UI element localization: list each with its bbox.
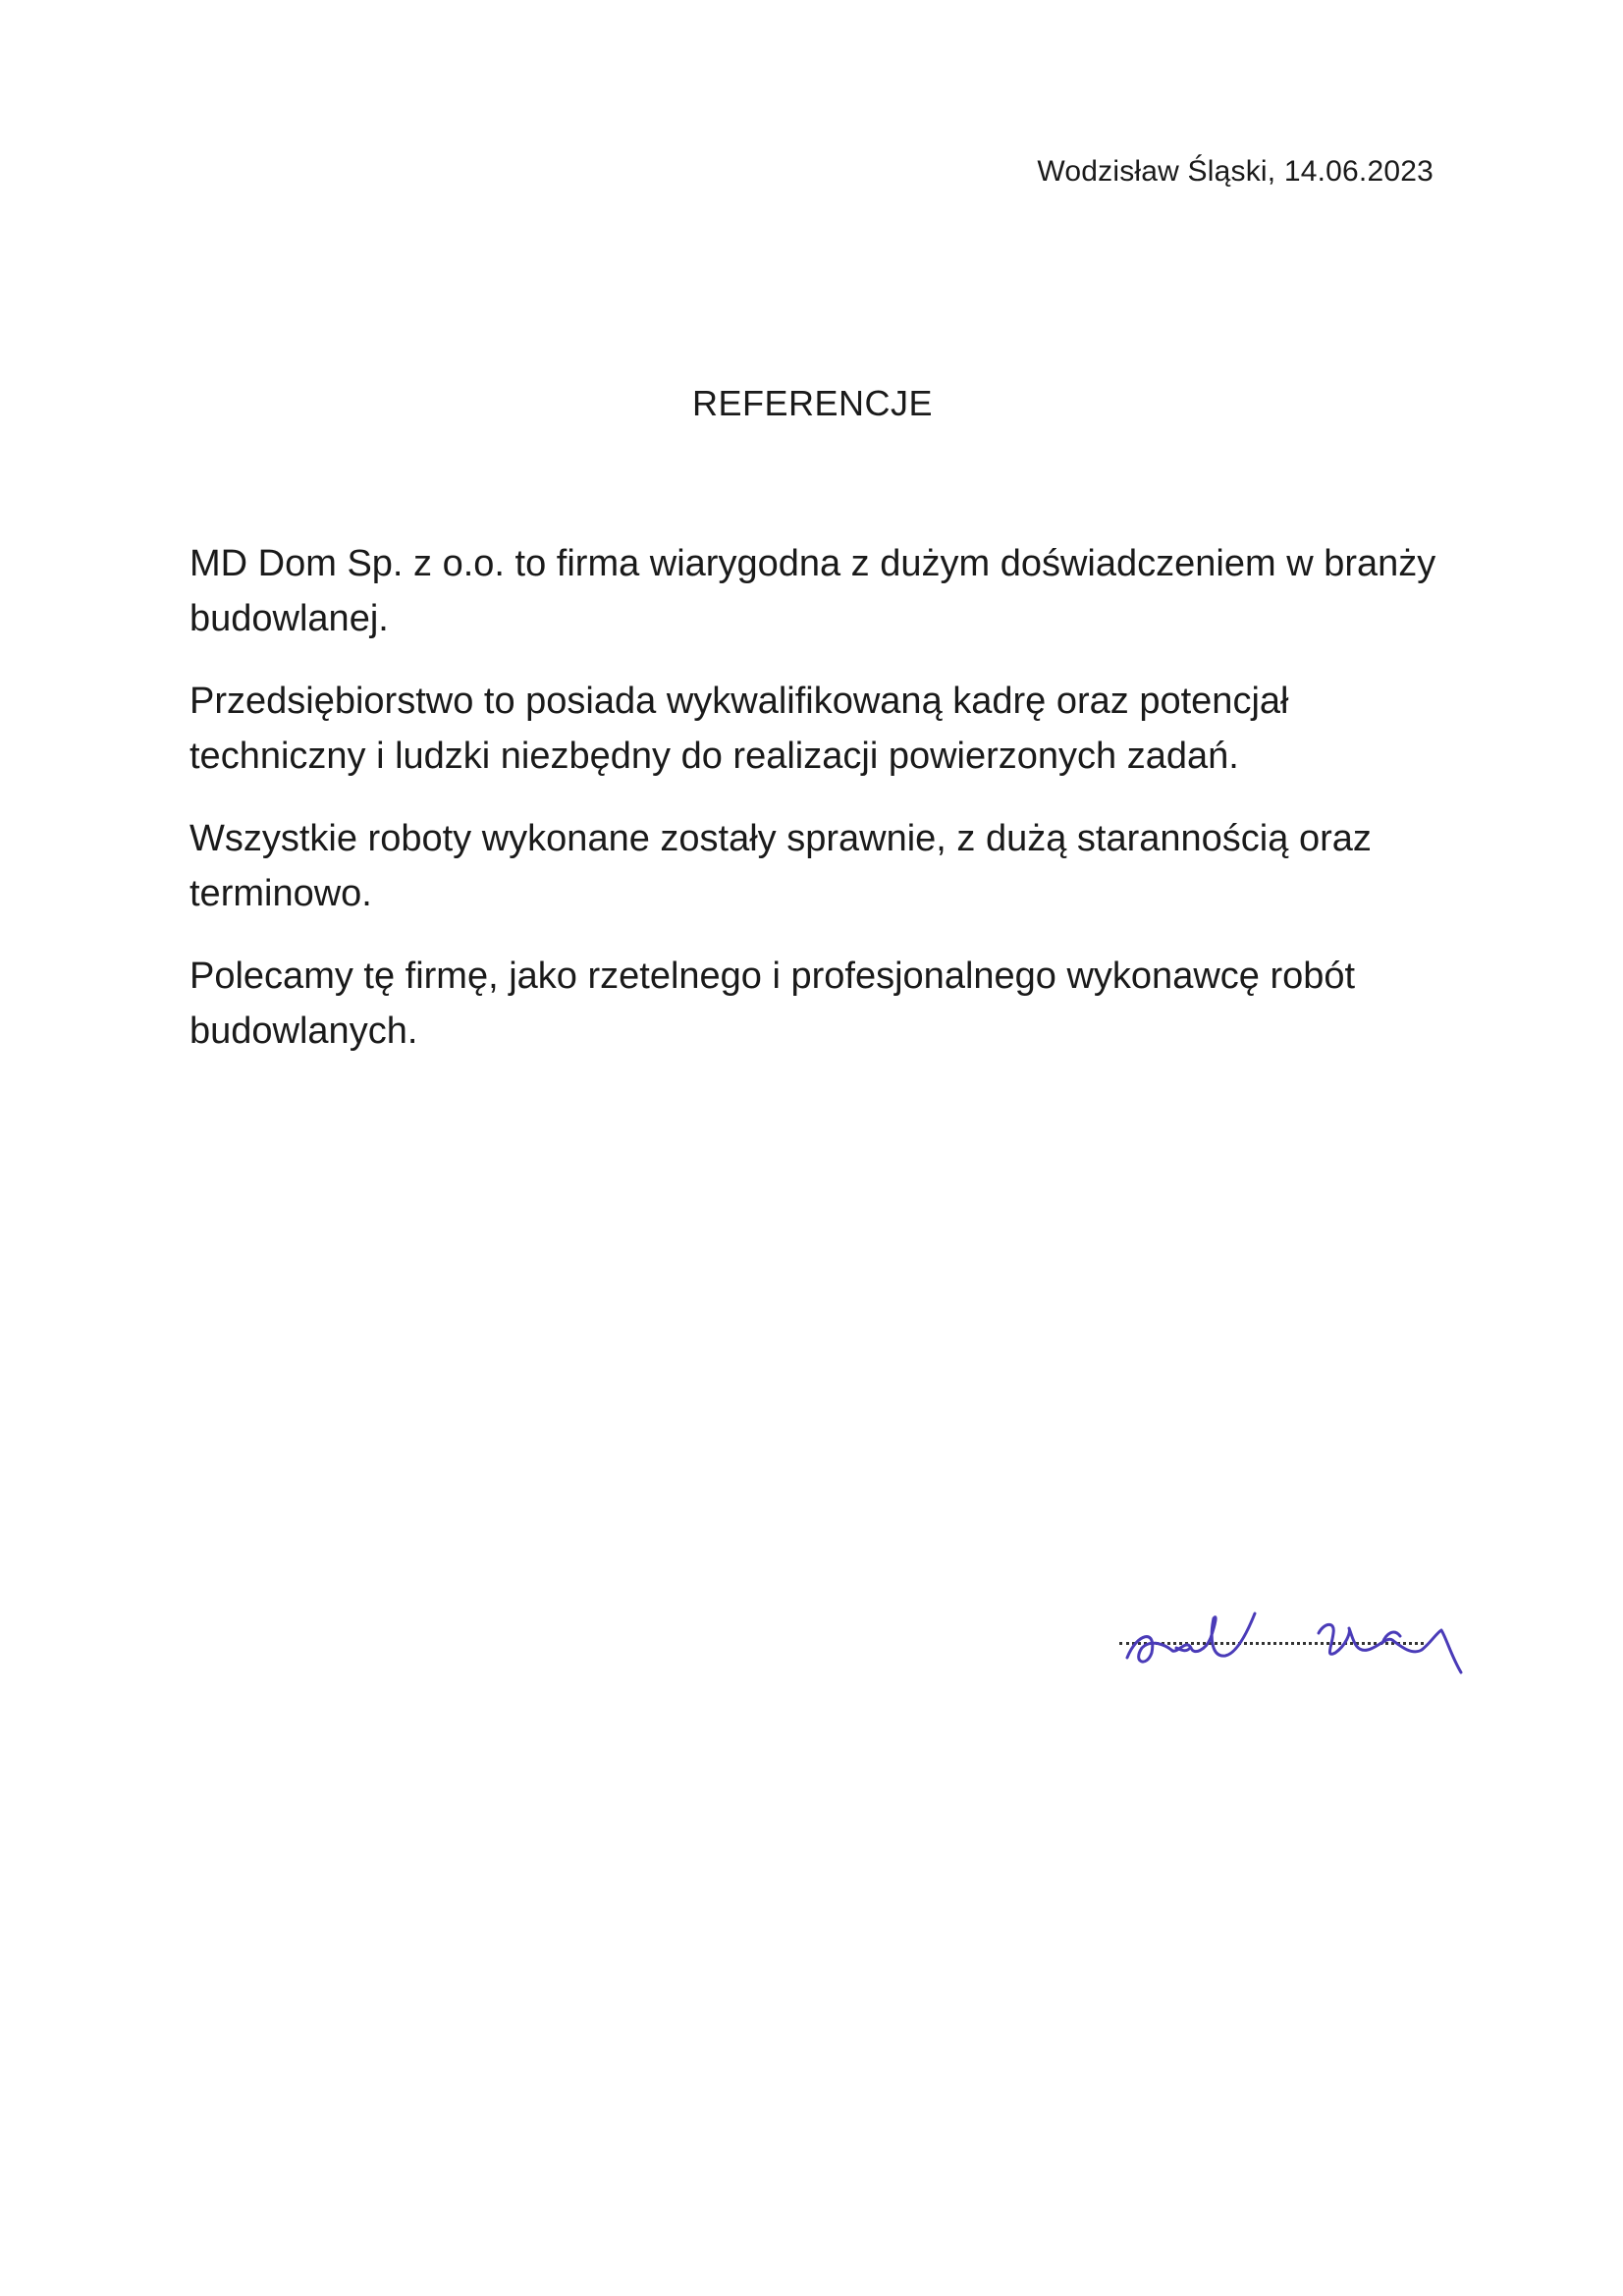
paragraph-2: Przedsiębiorstwo to posiada wykwalifikowaną kadrę oraz potencjał techniczny i ludzki niezbędny do realizacji powierzonych zadań. — [189, 681, 1289, 777]
paragraph-3: Wszystkie roboty wykonane zostały sprawnie, z dużą starannością oraz terminowo. — [189, 818, 1372, 914]
signature-stroke-2 — [1176, 1648, 1190, 1651]
paragraph-4: Polecamy tę firmę, jako rzetelnego i profesjonalnego wykonawcę robót budowlanych. — [189, 956, 1356, 1052]
place-and-date: Wodzisław Śląski, 14.06.2023 — [1037, 155, 1434, 188]
document-title — [0, 383, 1623, 424]
handwritten-signature — [1117, 1579, 1490, 1677]
document-title-text: REFERENCJE — [691, 383, 934, 423]
paragraph-1: MD Dom Sp. z o.o. to firma wiarygodna z dużym doświadczeniem w branży budowlanej. — [189, 543, 1436, 639]
signature-stroke-1 — [1127, 1613, 1255, 1662]
letter-body — [189, 536, 1466, 1086]
